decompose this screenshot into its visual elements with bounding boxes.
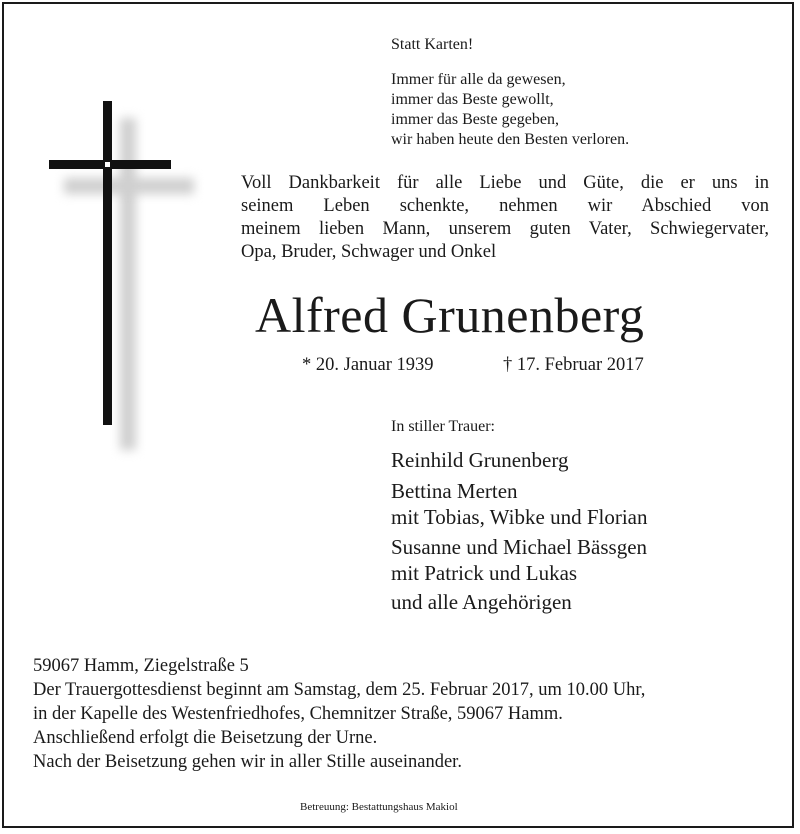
mourner-group: [391, 478, 647, 530]
cross-horizontal-beam: [49, 160, 171, 169]
service-line: Nach der Beisetzung gehen wir in aller Stille auseinander.: [33, 752, 462, 772]
service-line: in der Kapelle des Westenfriedhofes, Chemnitzer Straße, 59067 Hamm.: [33, 704, 563, 724]
service-line: Der Trauergottesdienst beginnt am Samstag, dem 25. Februar 2017, um 10.00 Uhr,: [33, 680, 646, 700]
poem-line: immer das Beste gegeben,: [391, 111, 559, 128]
address-line: 59067 Hamm, Ziegelstraße 5: [33, 656, 249, 676]
mourner-name: und alle Angehörigen: [391, 590, 572, 614]
mourner-name: mit Patrick und Lukas: [391, 561, 578, 585]
mourner-name: Bettina Merten: [391, 479, 518, 503]
birth-date: * 20. Januar 1939: [302, 355, 434, 375]
cross-vertical-beam: [103, 101, 112, 425]
mourner-group: [391, 534, 647, 586]
announcement-line: Opa, Bruder, Schwager und Onkel: [241, 242, 497, 262]
mourners-heading: In stiller Trauer:: [391, 418, 495, 435]
funeral-home-credit: Betreuung: Bestattungshaus Makiol: [300, 801, 458, 813]
announcement-line: seinem Leben schenkte, nehmen wir Abschied von: [241, 196, 769, 216]
deceased-name: Alfred Grunenberg: [255, 287, 645, 343]
service-info: [33, 654, 645, 774]
announcement-text: [241, 172, 769, 264]
announcement-line: Voll Dankbarkeit für alle Liebe und Güte, die er uns in: [241, 173, 769, 193]
cross-center-highlight: [105, 162, 110, 167]
poem-line: immer das Beste gewollt,: [391, 91, 554, 108]
mourner-name: Susanne und Michael Bässgen: [391, 535, 648, 559]
poem-line: wir haben heute den Besten verloren.: [391, 131, 630, 148]
poem: [391, 70, 629, 150]
cross-shadow-horizontal: [64, 178, 194, 194]
intro-text: Statt Karten!: [391, 36, 474, 53]
mourner-name: Reinhild Grunenberg: [391, 448, 569, 472]
mourner-group: [391, 447, 569, 473]
death-date: † 17. Februar 2017: [503, 355, 644, 375]
service-line: Anschließend erfolgt die Beisetzung der Urne.: [33, 728, 378, 748]
mourner-group: [391, 589, 572, 615]
poem-line: Immer für alle da gewesen,: [391, 71, 566, 88]
announcement-line: meinem lieben Mann, unserem guten Vater, Schwiegervater,: [241, 219, 769, 239]
mourner-name: mit Tobias, Wibke und Florian: [391, 505, 648, 529]
